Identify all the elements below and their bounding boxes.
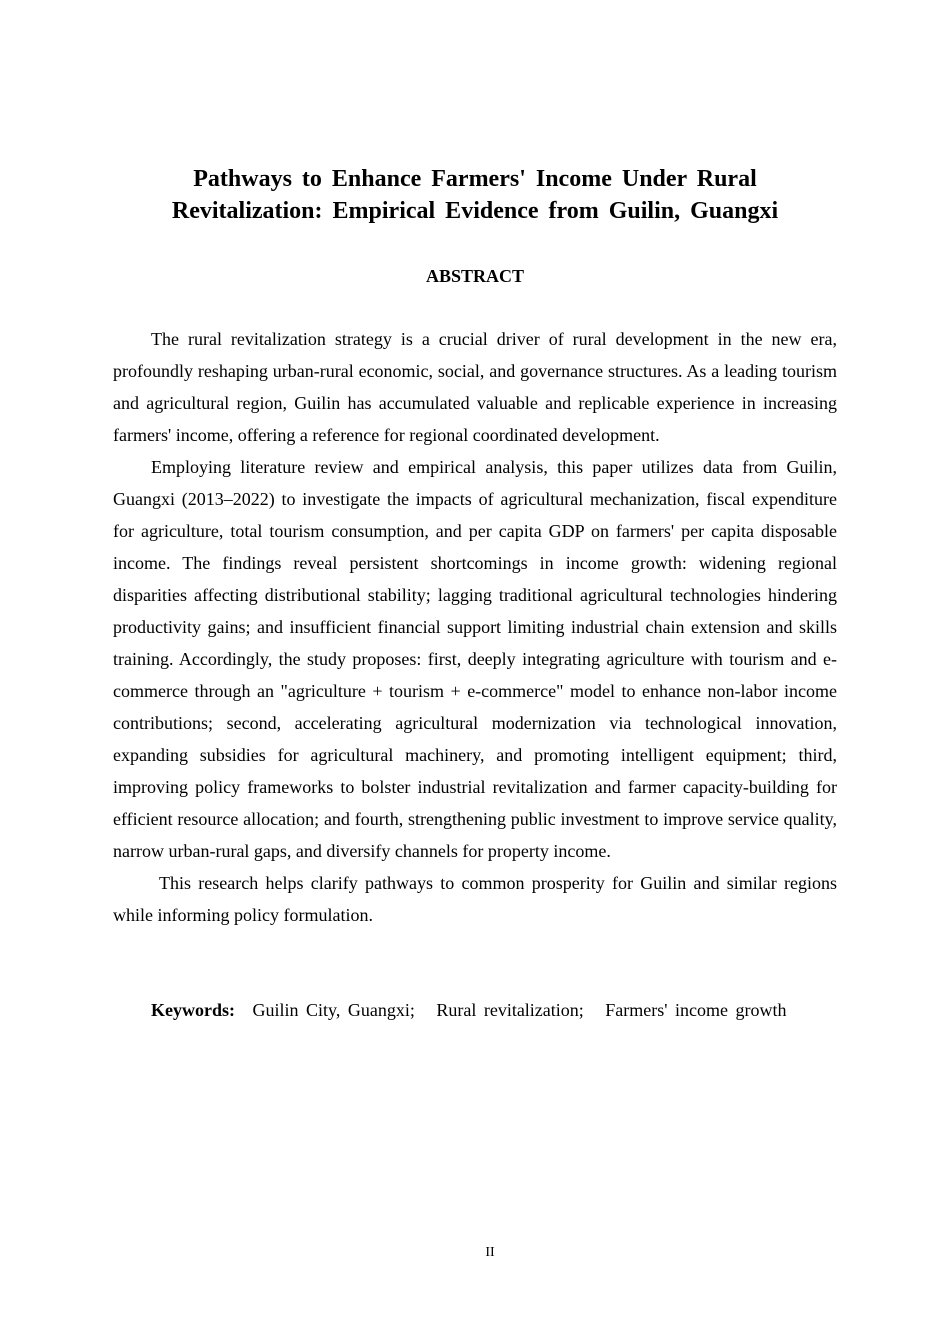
keyword-item: Farmers' income growth xyxy=(605,1000,787,1020)
title-line-1: Pathways to Enhance Farmers' Income Under Rural xyxy=(193,166,757,192)
keywords-line xyxy=(151,994,841,1026)
keywords-label: Keywords: xyxy=(151,1000,235,1020)
keyword-item: Rural revitalization; xyxy=(436,1000,584,1020)
abstract-heading: ABSTRACT xyxy=(425,266,525,286)
keyword-item: Guilin City, Guangxi; xyxy=(252,1000,415,1020)
paper-title xyxy=(113,163,837,227)
abstract-paragraph-2: Employing literature review and empirical analysis, this paper utilizes data from Guilin, Guangxi (2013–2022) to investigate the impacts of agricultural mechanization, fiscal expenditure for agriculture, total tourism consumption, and per capita GDP on farmers' per capita disposable income. The findings reveal persistent shortcomings in income growth: widening regional disparities affecting distributional stability; lagging traditional agricultural technologies hindering productivity gains; and insufficient financial support limiting industrial chain extension and skills training. Accordingly, the study proposes: first, deeply integrating agriculture with tourism and e-commerce through an "agriculture + tourism + e-commerce" model to enhance non-labor income contributions; second, accelerating agricultural modernization via technological innovation, expanding subsidies for agricultural machinery, and promoting intelligent equipment; third, improving policy frameworks to bolster industrial revitalization and farmer capacity-building for efficient resource allocation; and fourth, strengthening public investment to improve service quality, narrow urban-rural gaps, and diversify channels for property income. xyxy=(113,457,837,861)
abstract-paragraph-1: The rural revitalization strategy is a crucial driver of rural development in the new era, profoundly reshaping urban-rural economic, social, and governance structures. As a leading tourism and agricultural region, Guilin has accumulated valuable and replicable experience in increasing farmers' income, offering a reference for regional coordinated development. xyxy=(113,329,837,445)
abstract-paragraph-3: This research helps clarify pathways to common prosperity for Guilin and similar regions while informing policy formulation. xyxy=(113,873,837,925)
page-number: II xyxy=(485,1245,495,1260)
title-line-2: Revitalization: Empirical Evidence from Guilin, Guangxi xyxy=(171,198,779,224)
abstract-body xyxy=(113,323,837,931)
